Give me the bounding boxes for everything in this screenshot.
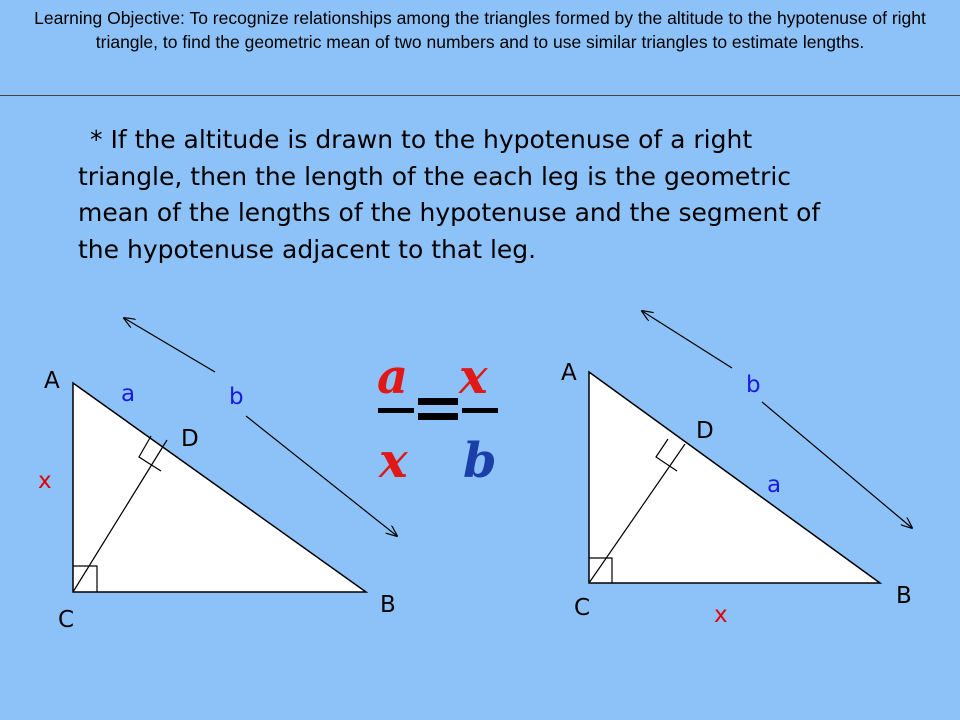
right-vertex-d: D [696, 418, 714, 444]
right-arrow-up [642, 311, 732, 368]
theorem-text: * If the altitude is drawn to the hypotenuse of a right triangle, then the length of the each leg is the geometric mean of the lengths of the hypotenuse and the segment of the hypotenuse adjacent to that leg. [78, 125, 821, 264]
eq-equals-top [418, 398, 458, 405]
left-triangle [73, 383, 366, 592]
eq-left-denominator: x [379, 433, 408, 489]
objective-text: Learning Objective: To recognize relationships among the triangles formed by the altitude to the hypotenuse of right triangle, to find the geometric mean of two numbers and to use similar triangles to estimate lengths. [34, 8, 926, 52]
left-leg-x: x [38, 468, 52, 494]
eq-right-numerator: x [459, 349, 488, 405]
right-segment-a: a [767, 472, 782, 498]
left-segment-b: b [229, 384, 244, 410]
eq-right-fraction-bar [462, 408, 498, 413]
left-vertex-a: A [44, 368, 60, 394]
right-triangle [589, 372, 880, 583]
eq-left-numerator: a [377, 349, 409, 405]
right-vertex-a: A [561, 360, 577, 386]
eq-equals-bottom [418, 413, 458, 420]
left-vertex-c: C [58, 607, 75, 633]
left-segment-a: a [121, 381, 136, 407]
right-arrow-down [762, 402, 912, 528]
left-vertex-b: B [380, 592, 396, 618]
left-arrow-up [124, 318, 215, 372]
right-vertex-b: B [896, 583, 912, 609]
right-segment-b: b [746, 372, 761, 398]
right-vertex-c: C [574, 595, 591, 621]
eq-right-denominator: b [463, 433, 497, 489]
left-arrow-down [246, 416, 397, 536]
right-leg-x: x [714, 602, 728, 628]
left-triangle-figure [38, 318, 397, 633]
eq-left-fraction-bar [378, 408, 414, 413]
proportion-equation [377, 349, 498, 489]
right-triangle-figure [561, 311, 912, 628]
left-vertex-d: D [181, 426, 199, 452]
